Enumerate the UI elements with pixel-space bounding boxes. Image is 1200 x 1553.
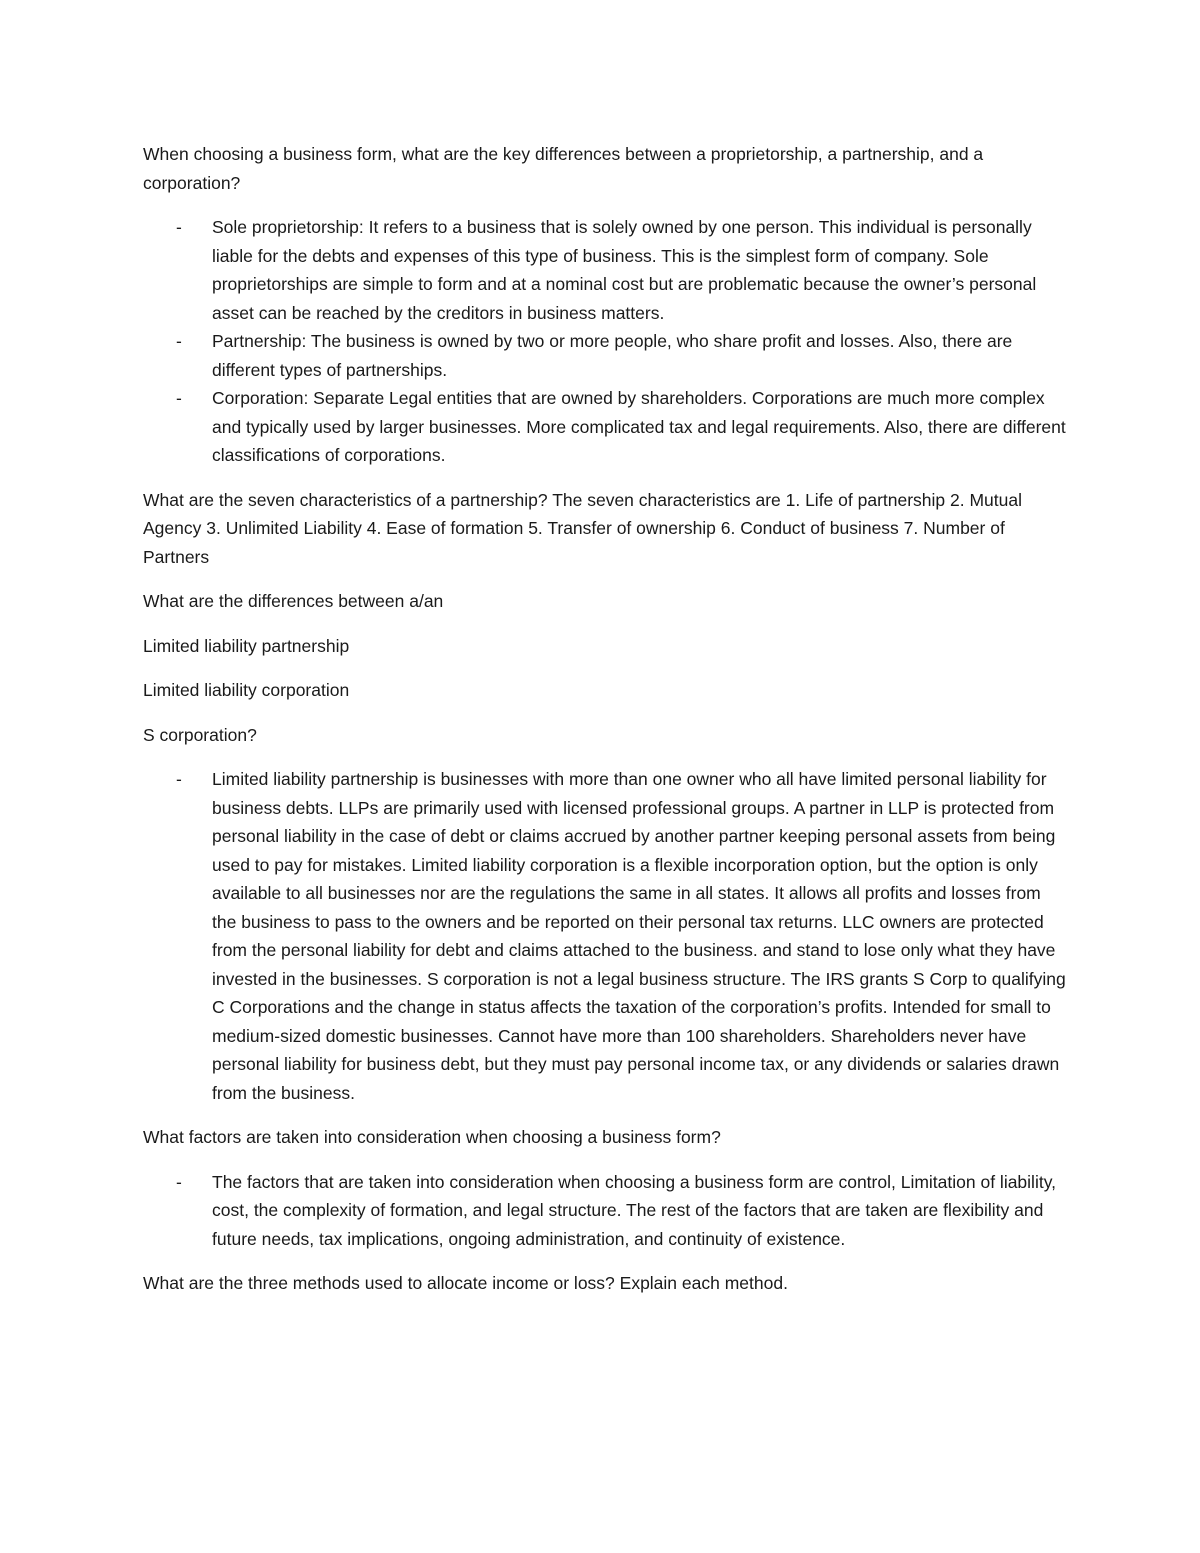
answer-list-factors: [143, 1168, 1068, 1254]
question-line-llp: Limited liability partnership: [143, 635, 350, 656]
question-differences-intro: What are the differences between a/an: [143, 591, 444, 611]
question-allocation-methods: What are the three methods used to allocate income or loss? Explain each method.: [143, 1273, 788, 1293]
dash-bullet: -: [176, 1171, 182, 1192]
question-line-llc: Limited liability corporation: [143, 680, 350, 700]
list-item: [143, 213, 1068, 327]
document-page: [143, 140, 1068, 1314]
list-item: [143, 1168, 1068, 1254]
list-item-text: Corporation: Separate Legal entities that are owned by shareholders. Corporations are much more complex and typically used by larger businesses. More complicated tax and legal requirements. Also, there are different classifications of corporations.: [212, 388, 1066, 465]
dash-bullet: -: [176, 217, 182, 237]
list-item-text: The factors that are taken into consideration when choosing a business form are control, Limitation of liability, cost, the complexity of formation, and legal structure. The rest of the factors that are taken are flexibility and future needs, tax implications, ongoing administration, and continuity of existence.: [212, 1171, 1057, 1249]
list-item-text: Limited liability partnership is businesses with more than one owner who all have limited personal liability for business debts. LLPs are primarily used with licensed professional groups. A partner in LLP is protected from personal liability in the case of debt or claims accrued by another partner keeping personal assets from being used to pay for mistakes. Limited liability corporation is a flexible incorporation option, but the option is only available to all businesses nor are the regulations the same in all states. It allows all profits and losses from the business to pass to the owners and be reported on their personal tax returns. LLC owners are protected from the personal liability for debt and claims attached to the business. and stand to lose only what they have invested in the businesses. S corporation is not a legal business structure. The IRS grants S Corp to qualifying C Corporations and the change in status affects the taxation of the corporation’s profits. Intended for small to medium-sized domestic businesses. Cannot have more than 100 shareholders. Shareholders never have personal liability for business debt, but they must pay personal income tax, or any dividends or salaries drawn from the business.: [212, 769, 1066, 1103]
question-business-forms: When choosing a business form, what are the key differences between a proprietorship, a partnership, and a corporation?: [143, 144, 984, 193]
list-item: [143, 327, 1068, 384]
list-item: [143, 765, 1068, 1107]
question-factors: What factors are taken into consideration when choosing a business form?: [143, 1127, 721, 1147]
question-line-s-corp: S corporation?: [143, 724, 257, 745]
answer-list-differences: [143, 765, 1068, 1107]
dash-bullet: -: [176, 388, 182, 408]
dash-bullet: -: [176, 331, 182, 351]
list-item-text: Partnership: The business is owned by two or more people, who share profit and losses. Also, there are different types of partnerships.: [212, 331, 1013, 380]
answer-list-business-forms: [143, 213, 1068, 470]
dash-bullet: -: [176, 769, 182, 789]
list-item: [143, 384, 1068, 470]
question-partnership-characteristics: What are the seven characteristics of a partnership? The seven characteristics are 1. Life of partnership 2. Mutual Agency 3. Unlimited Liability 4. Ease of formation 5. Transfer of ownership 6. Conduct of business 7. Number of Partners: [143, 489, 1023, 567]
list-item-text: Sole proprietorship: It refers to a business that is solely owned by one person. This individual is personally liable for the debts and expenses of this type of business. This is the simplest form of company. Sole proprietorships are simple to form and at a nominal cost but are problematic because the owner’s personal asset can be reached by the creditors in business matters.: [212, 217, 1037, 323]
